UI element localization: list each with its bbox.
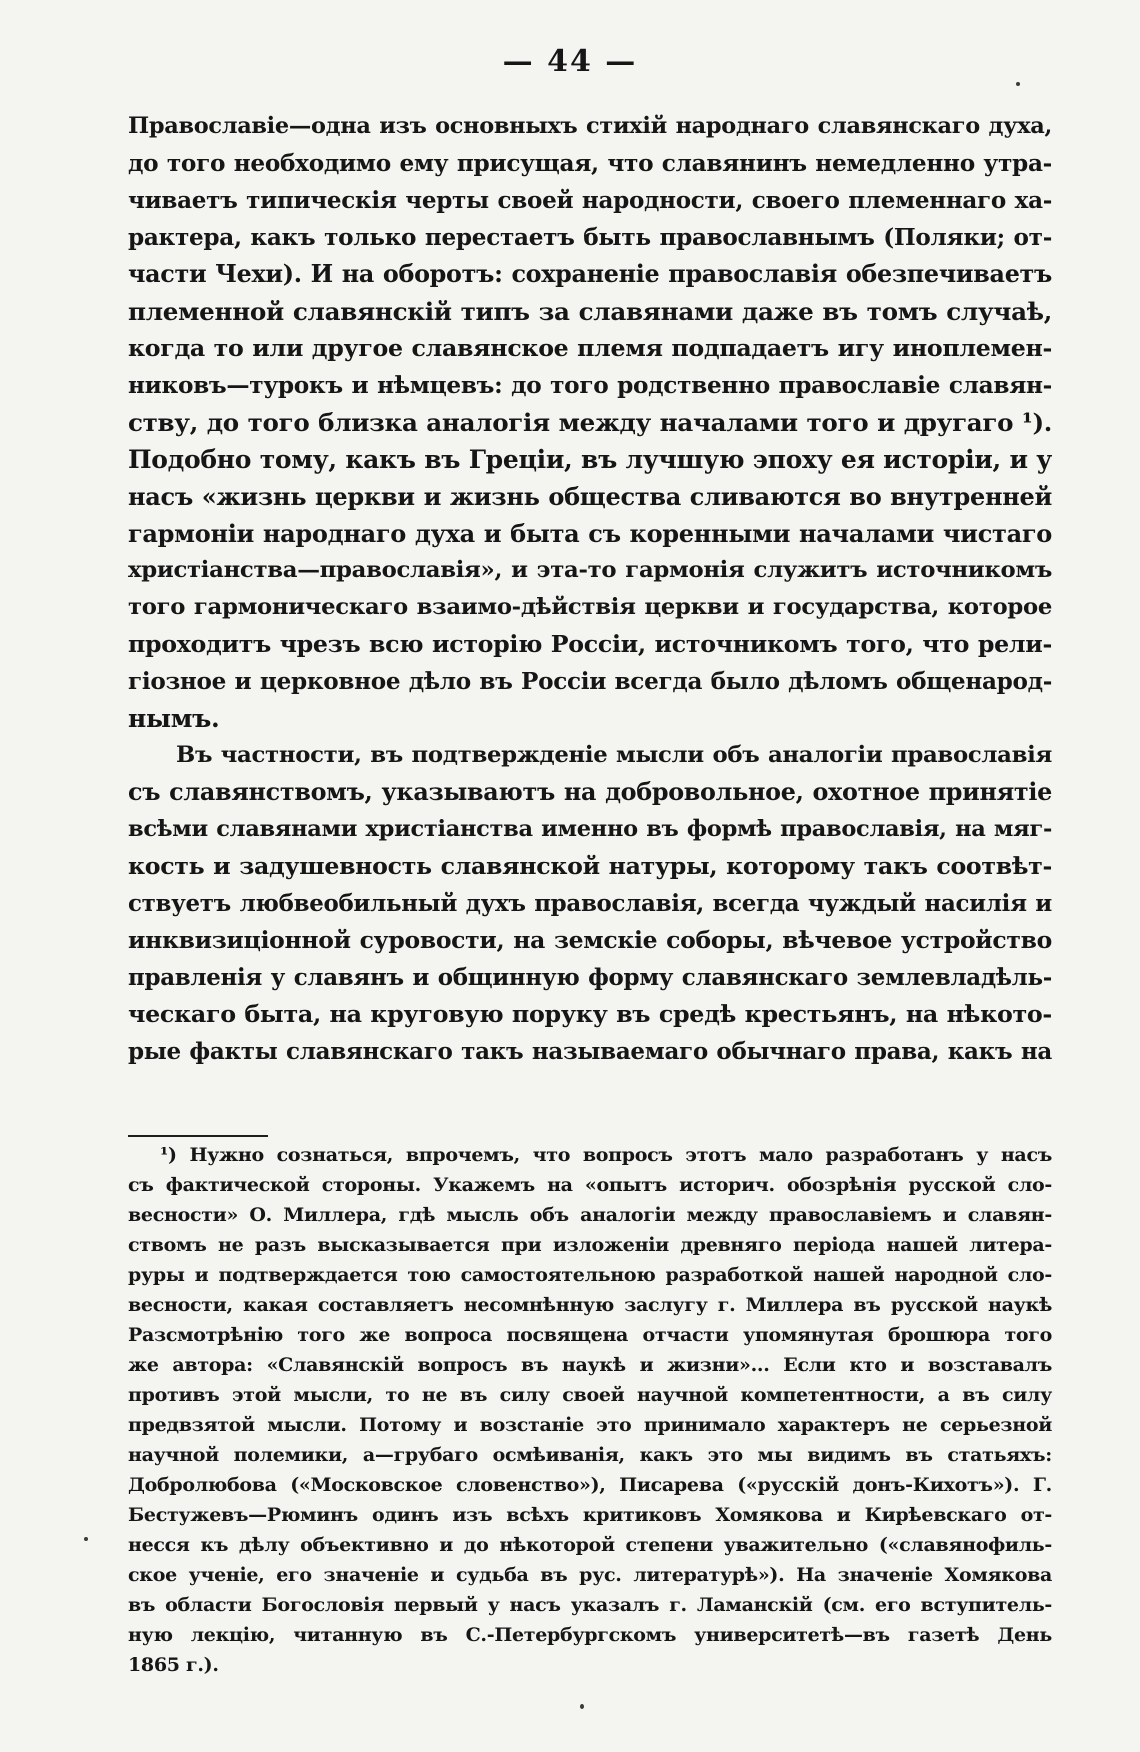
footnote-line: противъ этой мысли, то не въ силу своей научной компетентности, а въ силу — [128, 1384, 1052, 1406]
print-speck — [580, 1704, 584, 1709]
text-line: Въ частности, въ подтвержденіе мысли объ аналогіи православія — [176, 742, 1052, 768]
text-line: рые факты славянскаго такъ называемаго обычнаго права, какъ на — [128, 1038, 1052, 1065]
text-line: кость и задушевность славянской натуры, которому такъ соотвѣт- — [128, 852, 1052, 880]
text-line: ствуетъ любвеобильный духъ православія, всегда чуждый насилія и — [128, 890, 1052, 917]
text-line: нымъ. — [128, 704, 220, 733]
text-line: всѣми славянами христіанства именно въ формѣ православія, на мяг- — [128, 816, 1052, 842]
footnote-line: Разсмотрѣнію того же вопроса посвящена отчасти упомянутая брошюра того — [128, 1324, 1052, 1346]
text-line: племенной славянскій типъ за славянами даже въ томъ случаѣ, — [128, 297, 1052, 326]
text-line: Православіе—одна изъ основныхъ стихій народнаго славянскаго духа, — [128, 113, 1052, 139]
text-line: того гармоническаго взаимо-дѣйствія церкви и государства, которое — [128, 594, 1052, 620]
text-line: части Чехи). И на оборотъ: сохраненіе православія обезпечиваетъ — [128, 260, 1052, 288]
text-line: рактера, какъ только перестаетъ быть православнымъ (Поляки; от- — [128, 224, 1052, 251]
footnote-line: въ области Богословія первый у насъ указалъ г. Ламанскій (см. его вступитель- — [128, 1594, 1052, 1616]
footnote-line: ¹) Нужно сознаться, впрочемъ, что вопросъ этотъ мало разработанъ у насъ — [160, 1144, 1052, 1166]
footnote-line: же автора: «Славянскій вопросъ въ наукѣ и жизни»... Если кто и возставалъ — [128, 1354, 1052, 1376]
footnote-line: несся къ дѣлу объективно и до нѣкоторой степени уважительно («славянофиль- — [128, 1534, 1052, 1556]
print-speck — [1016, 82, 1020, 86]
text-line: ческаго быта, на круговую поруку въ средѣ крестьянъ, на нѣкото- — [128, 1000, 1052, 1028]
text-line: никовъ—турокъ и нѣмцевъ: до того родственно православіе славян- — [128, 372, 1052, 399]
text-line: насъ «жизнь церкви и жизнь общества сливаются во внутренней — [128, 482, 1052, 511]
footnote-line: руры и подтверждается тою самостоятельною разработкой нашей народной сло- — [128, 1264, 1052, 1286]
print-speck — [84, 1537, 88, 1541]
text-line: правленія у славянъ и общинную форму славянскаго землевладѣль- — [128, 964, 1052, 991]
footnote-line: Добролюбова («Московское словенство»), Писарева («русскій донъ-Кихотъ»). Г. — [128, 1474, 1052, 1496]
footnote-line: весности, какая составляетъ несомнѣнную заслугу г. Миллера въ русской наукѣ — [128, 1294, 1052, 1316]
text-line: когда то или другое славянское племя подпадаетъ игу иноплемен- — [128, 334, 1052, 362]
text-line: гармоніи народнаго духа и быта съ коренными началами чистаго — [128, 519, 1052, 548]
main-text — [128, 108, 1052, 1070]
footnote-line: ствомъ не разъ высказывается при изложеніи древняго періода нашей литера- — [128, 1234, 1052, 1256]
text-line: чиваетъ типическія черты своей народности, своего племеннаго ха- — [128, 187, 1052, 214]
footnote-line: ское ученіе, его значеніе и судьба въ рус. литературѣ»). На значеніе Хомякова — [128, 1564, 1052, 1586]
footnote-line: научной полемики, а—грубаго осмѣиванія, какъ это мы видимъ въ статьяхъ: — [128, 1444, 1052, 1466]
text-line: Подобно тому, какъ въ Греціи, въ лучшую эпоху ея исторіи, и у — [128, 445, 1052, 474]
footnote-line: съ фактической стороны. Укажемъ на «опытъ историч. обозрѣнія русской сло- — [128, 1174, 1052, 1196]
footnote-line: 1865 г.). — [128, 1654, 219, 1676]
page-number: — 44 — — [502, 44, 638, 79]
footnote-line: Бестужевъ—Рюминъ одинъ изъ всѣхъ критиковъ Хомякова и Кирѣевскаго от- — [128, 1504, 1052, 1526]
text-line: гіозное и церковное дѣло въ Россіи всегда было дѣломъ общенарод- — [128, 668, 1052, 695]
footnote — [128, 1140, 1052, 1680]
footnote-line: весности» О. Миллера, гдѣ мысль объ аналогіи между православіемъ и славян- — [128, 1204, 1052, 1226]
text-line: до того необходимо ему присущая, что славянинъ немедленно утра- — [128, 150, 1052, 177]
footnote-line: предвзятой мысли. Потому и возстаніе это принимало характеръ не серьезной — [128, 1414, 1052, 1436]
text-line: инквизиціонной суровости, на земскіе соборы, вѣчевое устройство — [128, 926, 1052, 954]
text-line: съ славянствомъ, указываютъ на добровольное, охотное принятіе — [128, 778, 1052, 806]
text-line: проходитъ чрезъ всю исторію Россіи, источникомъ того, что рели- — [128, 630, 1052, 658]
text-line: христіанства—православія», и эта-то гармонія служитъ источникомъ — [128, 557, 1052, 583]
footnote-line: ную лекцію, читанную въ С.-Петербургскомъ университетѣ—въ газетѣ День — [128, 1624, 1052, 1646]
footnote-divider — [128, 1135, 268, 1137]
text-line: ству, до того близка аналогія между началами того и другаго ¹). — [128, 408, 1052, 437]
